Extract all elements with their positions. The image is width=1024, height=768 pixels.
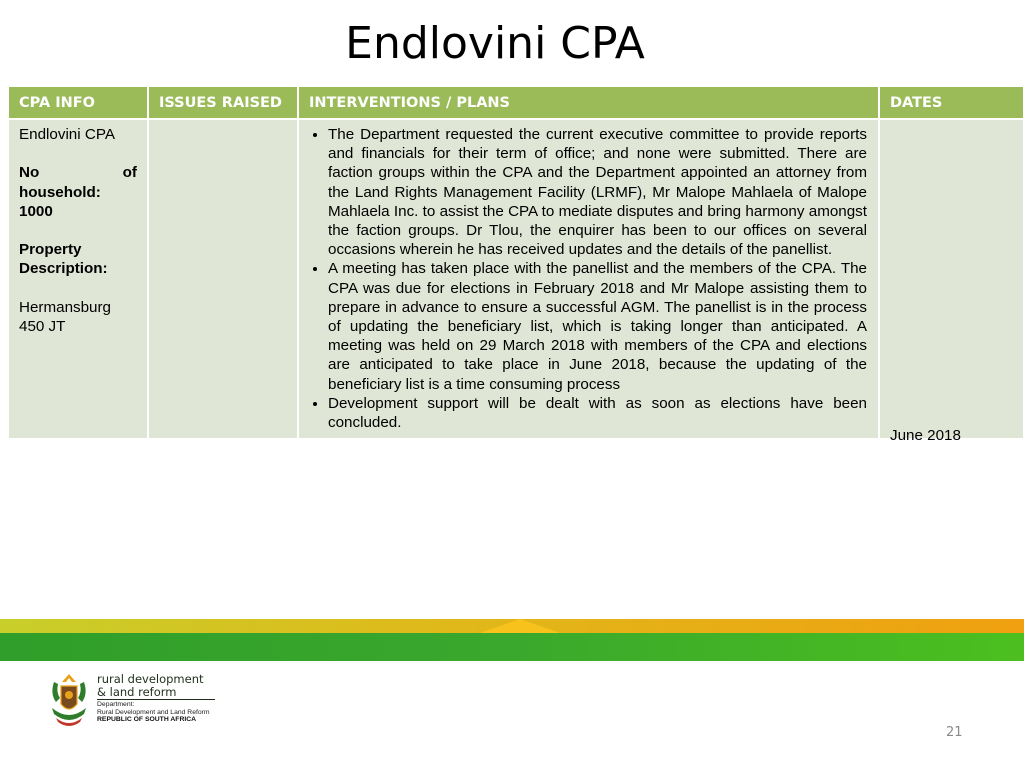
page-number: 21	[946, 725, 963, 740]
cpa-table	[9, 87, 1024, 444]
property-label: Property	[19, 241, 82, 259]
coat-of-arms-icon	[46, 672, 92, 732]
dept-subtitle-line1: Department:	[97, 701, 135, 708]
property-value: Hermansburg	[19, 298, 112, 316]
footer-stripe-peak	[480, 619, 560, 633]
cell-interventions	[298, 119, 879, 438]
date-value: June 2018	[890, 427, 961, 444]
header-dates: DATES	[879, 87, 1024, 119]
household-label-cont: household:	[19, 183, 101, 201]
country-label: REPUBLIC OF SOUTH AFRICA	[97, 716, 197, 723]
cell-dates	[879, 119, 1024, 444]
table-row	[9, 119, 1024, 438]
dept-divider	[97, 699, 215, 700]
header-interventions: INTERVENTIONS / PLANS	[298, 87, 879, 119]
table-header-row	[9, 87, 1024, 119]
header-cpa-info: CPA INFO	[9, 87, 148, 119]
list-item: • The Department requested the current executive committee to provide reports and financials for their term of office; and none were submitted. There are faction groups within the CPA and the Department appointed an attorney from the Land Rights Management Facility (LRMF), Mr Malope Mahlaela of Malope Mahlaela Inc. to assist the CPA to mediate disputes and bring harmony amongst the faction groups. Dr Tlou, the enquirer has been to our offices on several occasions wherein he has received updates and the details of the panellist.	[328, 125, 867, 259]
household-value: 1000	[19, 202, 53, 220]
list-item: • Development support will be dealt with as soon as elections have been concluded.	[328, 394, 867, 432]
footer-stripe-green	[0, 633, 1024, 661]
household-label: No of	[19, 164, 137, 182]
dept-name	[97, 673, 204, 699]
slide-title: Endlovini CPA	[345, 18, 645, 69]
header-issues-raised: ISSUES RAISED	[148, 87, 298, 119]
cell-cpa-info	[9, 119, 148, 438]
cell-issues-raised	[148, 119, 298, 438]
dept-name-line1: rural development	[97, 672, 204, 686]
interventions-list	[309, 125, 867, 432]
dept-subtitle-line2: Rural Development and Land Reform	[97, 709, 210, 716]
property-label-cont: Description:	[19, 260, 108, 278]
list-item: • A meeting has taken place with the panellist and the members of the CPA. The CPA was due for elections in February 2018 and Mr Malope assisting them to prepare in advance to ensure a successful AGM. The panellist is in the process of updating the beneficiary list, which is taking longer than anticipated. A meeting was held on 29 March 2018 with members of the CPA and elections are anticipated to take place in June 2018, because the updating of the beneficiary list is a time consuming process	[328, 259, 867, 393]
cpa-name: Endlovini CPA	[19, 126, 115, 143]
dept-name-line2: & land reform	[97, 685, 177, 699]
dept-subtitle	[97, 701, 210, 717]
property-value-cont: 450 JT	[19, 317, 66, 335]
